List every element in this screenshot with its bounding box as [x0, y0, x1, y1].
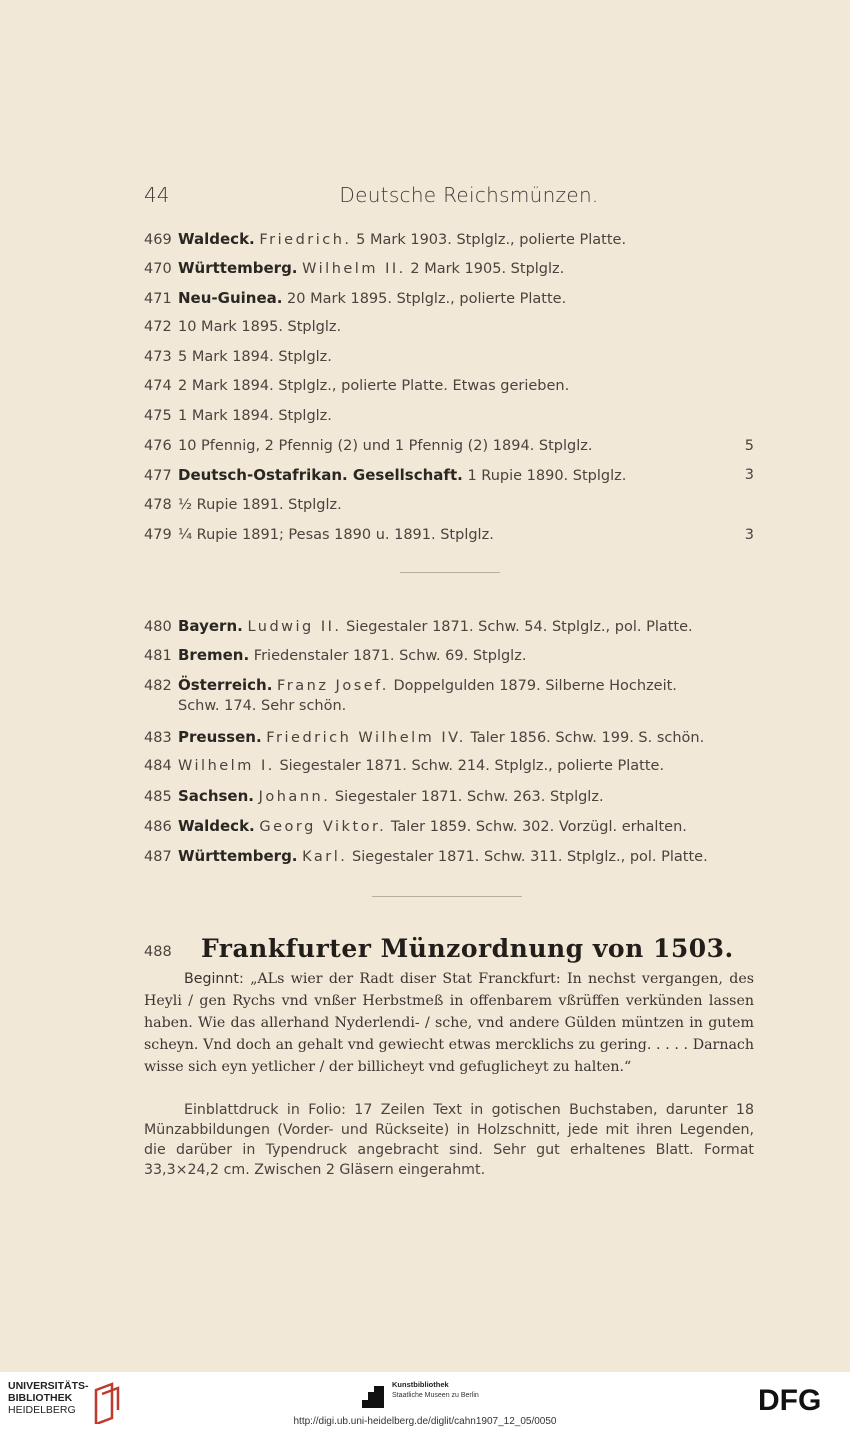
lot-description: 5 Mark 1894. Stplglz.	[178, 349, 332, 365]
lot-number: 478	[144, 497, 172, 513]
uni-logo-line-2: BIBLIOTHEK	[8, 1392, 73, 1404]
lot-place: Waldeck.	[178, 230, 255, 248]
dfg-logo	[758, 1384, 838, 1414]
lot-description: Siegestaler 1871. Schw. 263. Stplglz.	[334, 789, 604, 805]
lot-ruler: Wilhelm I.	[178, 758, 275, 774]
lot-description: 10 Pfennig, 2 Pfennig (2) und 1 Pfennig (2) 1894. Stplglz.	[178, 438, 593, 454]
running-title: Deutsche Reichsmünzen.	[339, 183, 599, 207]
lot-description: 20 Mark 1895. Stplglz., polierte Platte.	[287, 291, 567, 307]
lot-ruler: Franz Josef.	[277, 678, 389, 694]
quote-lead: Beginnt:	[184, 971, 244, 987]
lot-price: 3	[744, 467, 754, 483]
lot-entry	[144, 675, 754, 716]
lot-number: 474	[144, 378, 172, 394]
lot-entry	[144, 376, 754, 396]
lot-entry	[144, 616, 754, 637]
lot-ruler: Johann.	[258, 789, 331, 805]
lot-description-note: Einblattdruck in Folio: 17 Zeilen Text in gotischen Buchstaben, darunter 18 Münzabbildungen (Vorder- und Rückseite) in Holzschnitt, jede mit ihren Legenden, die darüber in Typendruck angebracht sind. Sehr gut erhaltenes Blatt. Format 33,3×24,2 cm. Zwischen 2 Gläsern eingerahmt.	[144, 1102, 754, 1178]
lot-number: 470	[144, 261, 172, 277]
lot-entry	[144, 406, 754, 426]
lot-entry	[144, 317, 754, 337]
lot-place: Waldeck.	[178, 817, 255, 835]
section-divider	[400, 572, 500, 573]
lot-description: Siegestaler 1871. Schw. 54. Stplglz., pol. Platte.	[346, 619, 693, 635]
lot-entry	[144, 347, 754, 367]
lot-entry	[144, 525, 754, 545]
lot-number: 481	[144, 648, 172, 664]
lot-number: 486	[144, 819, 172, 835]
lot-number: 484	[144, 758, 172, 774]
lot-description: 10 Mark 1895. Stplglz.	[178, 319, 342, 335]
lot-number: 487	[144, 849, 172, 865]
lot-entry	[144, 645, 754, 666]
lot-number: 472	[144, 319, 172, 335]
lot-number: 482	[144, 678, 172, 694]
source-url[interactable]: http://digi.ub.uni-heidelberg.de/diglit/cahn1907_12_05/0050	[293, 1416, 557, 1427]
lot-place: Neu-Guinea.	[178, 289, 283, 307]
lot-entry	[144, 786, 754, 807]
lot-price: 3	[744, 527, 754, 543]
lot-number: 469	[144, 232, 172, 248]
uni-logo-line-1: UNIVERSITÄTS-	[8, 1380, 89, 1392]
lot-ruler: Karl.	[302, 849, 348, 865]
lot-quote	[144, 968, 754, 1078]
lot-number: 471	[144, 291, 172, 307]
lot-entry	[144, 846, 754, 867]
lot-place: Österreich.	[178, 676, 273, 694]
lot-description: ½ Rupie 1891. Stplglz.	[178, 497, 342, 513]
lot-number: 476	[144, 438, 172, 454]
kunstbibliothek-mark-icon	[362, 1386, 384, 1408]
lot-number: 475	[144, 408, 172, 424]
lot-entry	[144, 258, 754, 279]
lot-description: 5 Mark 1903. Stplglz., polierte Platte.	[356, 232, 627, 248]
lot-entry	[144, 495, 754, 515]
kunstbibliothek-logo	[362, 1378, 532, 1410]
lot-ruler: Ludwig II.	[247, 619, 342, 635]
lot-number: 488	[144, 944, 172, 960]
lot-entry	[144, 288, 754, 309]
lot-entry	[144, 465, 754, 486]
kunstbibliothek-name: Kunstbibliothek	[392, 1380, 449, 1389]
lot-place: Preussen.	[178, 728, 262, 746]
lot-number: 485	[144, 789, 172, 805]
lot-description: Siegestaler 1871. Schw. 214. Stplglz., polierte Platte.	[279, 758, 665, 774]
kunstbibliothek-subtitle: Staatliche Museen zu Berlin	[392, 1392, 479, 1399]
section-divider	[372, 896, 522, 897]
page-number: 44	[144, 183, 170, 207]
lot-ruler: Friedrich Wilhelm IV.	[266, 730, 466, 746]
lot-price: 5	[744, 438, 754, 454]
lot-description: 1 Mark 1894. Stplglz.	[178, 408, 332, 424]
lot-number: 480	[144, 619, 172, 635]
lot-place: Deutsch-Ostafrikan. Gesellschaft.	[178, 466, 463, 484]
dfg-logo-text: DFG	[758, 1384, 822, 1414]
lot-number: 479	[144, 527, 172, 543]
lot-description: ¼ Rupie 1891; Pesas 1890 u. 1891. Stplglz.	[178, 527, 494, 543]
lot-number: 477	[144, 468, 172, 484]
quote-text: „ALs wier der Radt diser Stat Franckfurt: In nechst vergangen, des Heyli / gen Rychs vnd vnßer Herbstmeß in offenbarem vßrüffen verkünden lassen haben. Wie das allerhand Nyderlendi- / sche, vnd andere Gülden müntzen in gutem scheyn. Vnd doch an gehalt vnd gewiecht etwas mercklichs zu gering. . . . . Darnach wisse sich eyn yetlicher / der billicheyt vnd gefuglicheyt zu halten.“	[144, 971, 754, 1075]
lot-488-heading	[144, 934, 754, 968]
lot-description-continued: Schw. 174. Sehr schön.	[178, 698, 347, 714]
lot-title: Frankfurter Münzordnung von 1503.	[201, 934, 734, 963]
lot-description: 2 Mark 1905. Stplglz.	[410, 261, 565, 277]
lot-place: Bremen.	[178, 646, 250, 664]
lot-entry	[144, 436, 754, 456]
lot-description: Doppelgulden 1879. Silberne Hochzeit.	[393, 678, 677, 694]
lot-description: 1 Rupie 1890. Stplglz.	[467, 468, 627, 484]
lot-entry	[144, 727, 754, 748]
lot-description: Friedenstaler 1871. Schw. 69. Stplglz.	[253, 648, 527, 664]
uni-logo-line-3: HEIDELBERG	[8, 1404, 76, 1416]
lot-description: Siegestaler 1871. Schw. 311. Stplglz., pol. Platte.	[351, 849, 708, 865]
lot-ruler: Friedrich.	[259, 232, 352, 248]
lot-place: Sachsen.	[178, 787, 254, 805]
lot-number: 483	[144, 730, 172, 746]
lot-entry	[144, 816, 754, 837]
page-header	[144, 183, 754, 213]
lot-place: Württemberg.	[178, 259, 298, 277]
lot-place: Bayern.	[178, 617, 243, 635]
lot-ruler: Wilhelm II.	[302, 261, 406, 277]
lot-number: 473	[144, 349, 172, 365]
lot-description: Taler 1856. Schw. 199. S. schön.	[470, 730, 705, 746]
lot-description: 2 Mark 1894. Stplglz., polierte Platte. Etwas gerieben.	[178, 378, 570, 394]
lot-entry	[144, 229, 754, 250]
lot-ruler: Georg Viktor.	[259, 819, 387, 835]
lot-description: Taler 1859. Schw. 302. Vorzügl. erhalten.	[390, 819, 687, 835]
lot-place: Württemberg.	[178, 847, 298, 865]
lot-entry	[144, 756, 754, 776]
